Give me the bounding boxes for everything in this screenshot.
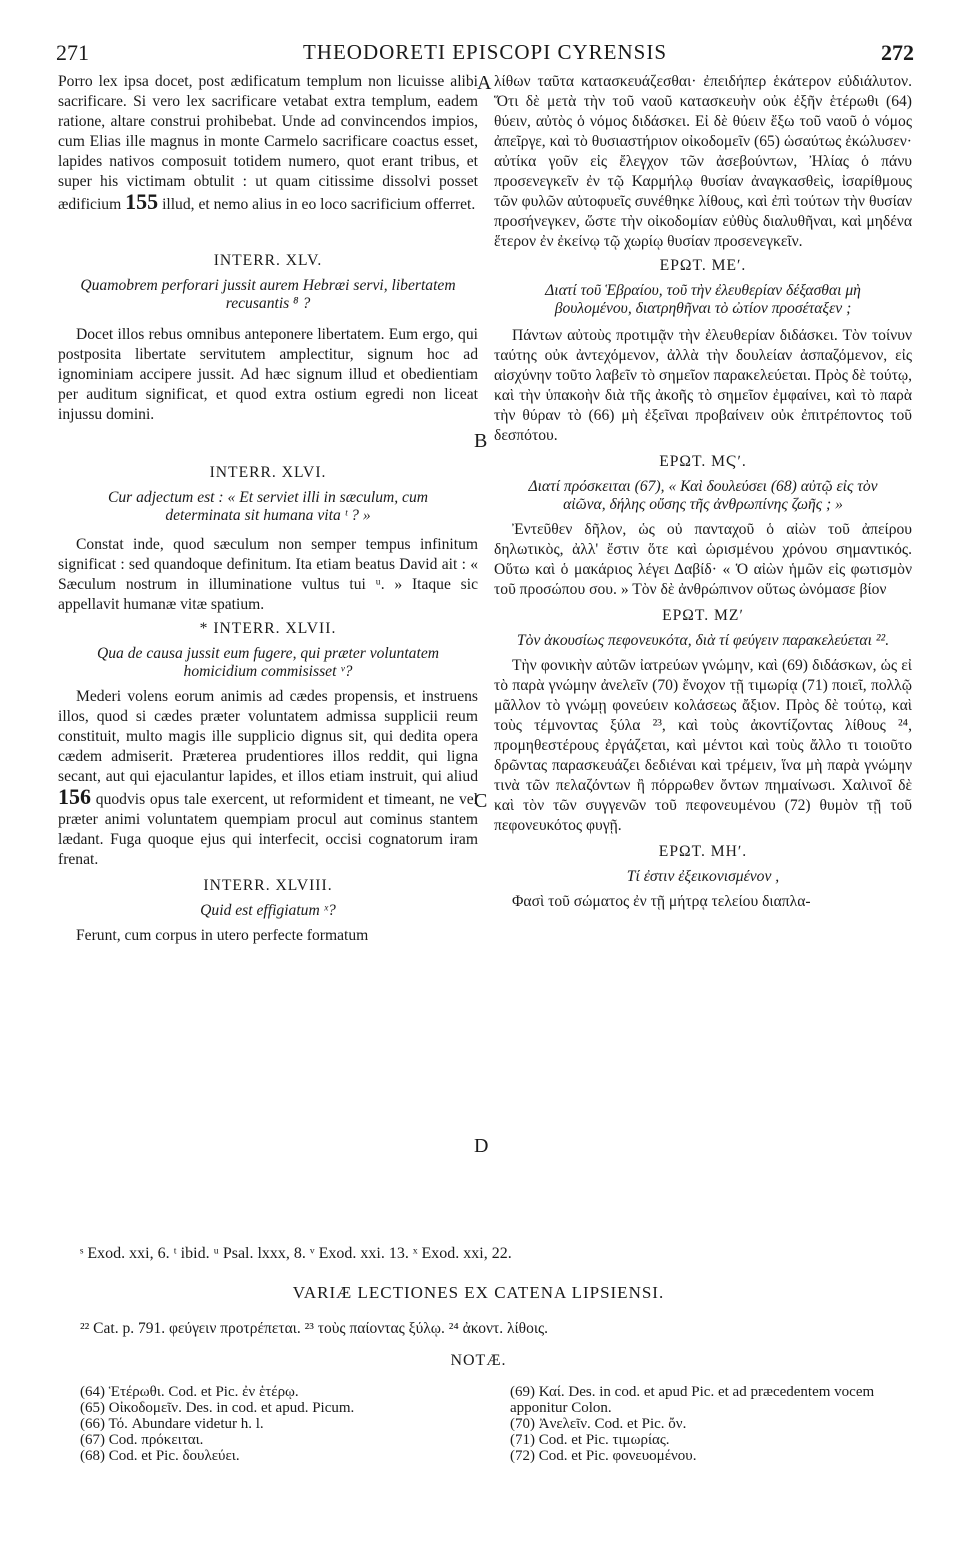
section-question: Τί ἐστιν ἐξεικονισμένον , (626, 868, 780, 885)
latin-paragraph: Ferunt, cum corpus in utero perfecte formatum (76, 927, 369, 944)
section-heading: INTERR. XLVIII. (203, 877, 333, 894)
greek-paragraph: Τὴν φονικὴν αὐτῶν ἰατρεύων γνώμην, καὶ (69) διδάσκων, ὡς εἰ τὸ παρὰ γνώμην ἀνελεῖν (70) ἔνοχον τῇ τιμωρίᾳ (71) ποιεῖ, πολλῷ μᾶλλον τὸ γνώμῃ φονεύειν κολάσεως ἄξιον. Πρὸς δὲ τούτῳ, καὶ τοὺς τέμνοντας ξύλα ²³, καὶ τοὺς ἀκοντίζοντας λίθους ²⁴, προμηθεστέρους ἐργάζεται, καὶ μέντοι καὶ τοὺς ἄλλο τι τοιοῦτο δρῶντας παρασκευάζει δεδιέναι καὶ τρέμειν, ἵνα μὴ παρὰ γνώμην τινὰ τῶν πελαζόντων ἢ πόρρωθεν ὄντων πημαίνωσι. Χαλινοῖ δὲ καὶ τὸν τῶν συγγενῶν τοῦ πεφονευμένου (72) θυμὸν τῇ τοῦ πεφονευκότος φυγῇ. (494, 657, 912, 834)
margin-letter-a: A (477, 72, 492, 94)
notes-left (80, 1384, 480, 1464)
note-item: (68) Cod. et Pic. δουλεύει. (80, 1448, 240, 1464)
section-question: Διατί πρόσκειται (67), « Καὶ δουλεύσει (68) αὐτῷ εἰς τὸν αἰῶνα, δήλης οὔσης τῆς ἀνθρωπίνης ζωῆς ; » (528, 478, 878, 513)
note-item: (70) Ἀνελεῖν. Cod. et Pic. ὄν. (510, 1416, 687, 1432)
latin-column (58, 72, 478, 946)
greek-paragraph: λίθων ταῦτα κατασκευάζεσθαι· ἐπειδήπερ ἑκάτερον εὐδιάλυτον. Ὅτι δὲ μετὰ τὴν τοῦ ναοῦ κατασκευὴν οὐκ ἐξῆν ἑτέρωθι (64) θύειν, αὐτὸς ὁ νόμος διδάσκει. Εἰ δὲ θύειν ἔξω τοῦ ναοῦ ὁ νόμος ἀπεῖργε, καὶ τὸ θυσιαστήριον οἰκοδομεῖν (65) ὡσαύτως ἐκώλυσεν· αὐτίκα γοῦν εἰς ἔλεγχον τῶν ἀσεβούντων, Ἠλίας ὁ πάνυ προσενεγκεῖν ἐν τῷ Καρμήλῳ θυσίαν ἀναγκασθεὶς, ἰσαρίθμους τῶν φυλῶν αὐτοφυεῖς συνέθηκε λίθους, καὶ ἐπὶ τούτων τὴν θυσίαν προσήνεγκεν, ὥστε τὴν οἰκοδομίαν εὐθὺς διαλυθῆναι, καὶ μηδένα ἕτερον ἐν ἐκείνῳ τῷ χωρίῳ θυσίαν προσενεγκεῖν. (494, 73, 912, 250)
scripture-references: ˢ Exod. xxi, 6. ᵗ ibid. ᵘ Psal. lxxx, 8. ᵛ Exod. xxi. 13. ˣ Exod. xxi, 22. (80, 1245, 512, 1262)
latin-paragraph: Mederi volens eorum animis ad cædes propensis, et instruens illos, quod si cædes præter voluntatem admissa supplicii reum constituit, multo magis ille supplicio dignus sit, qui dedita opera cædem admiserit. Præterea prudentiores illos reddit, qui ligna secant, aut qui ejaculantur lapides, et illos etiam instruit, qui aliud 156 quodvis opus tale exercent, ut reformident et timeant, ne vel præter animi voluntatem quempiam procul aut cominus stantem lædant. Fuga quoque ejus qui interfecit, occisi cognatorum iram frenat. (58, 688, 479, 868)
section-heading: INTERR. XLV. (213, 252, 323, 269)
note-item: (66) Τό. Abundare videtur h. l. (80, 1416, 264, 1432)
latin-paragraph: Constat inde, quod sæculum non semper tempus infinitum significat : sed quandoque definitum. Ita etiam beatus David ait : « Sæculum nostrum in illuminatione vultus tui ᵘ. » Itaque sic appellavit humanæ vitæ spatium. (58, 536, 478, 613)
greek-paragraph: Ἐντεῦθεν δῆλον, ὡς οὐ πανταχοῦ ὁ αἰὼν τοῦ ἀπείρου δηλωτικὸς, ἀλλ' ἔστιν ὅτε καὶ ὡρισμένου χρόνου σημαντικός. Οὕτω καὶ ὁ μακάριος λέγει Δαβίδ· « Ὁ αἰὼν ἡμῶν εἰς φωτισμὸν τοῦ προσώπου σου. » Τὸν δὲ ἀνθρώπινον οὕτως ὠνόμασε βίον (494, 521, 912, 598)
section-question: Quid est effigiatum ˣ? (200, 902, 336, 919)
section-heading: ΕΡΩΤ. ΜϚʹ. (659, 453, 747, 470)
variae-lectiones-title: VARIÆ LECTIONES EX CATENA LIPSIENSI. (292, 1283, 665, 1302)
latin-paragraph: Docet illos rebus omnibus anteponere libertatem. Eum ergo, qui postposita libertate servitutem amplectitur, signum hoc ad ignominiam accipere jussit. Ad hæc signum illud et obedientiam per auditum significat, et quod extra ostium egredi non liceat injussu domini. (58, 326, 478, 423)
margin-letter-b: B (474, 430, 488, 452)
notae-title: NOTÆ. (450, 1352, 507, 1369)
column-number: 156 (58, 784, 91, 809)
notes-right (510, 1384, 910, 1464)
section-question: Qua de causa jussit eum fugere, qui præter voluntatem homicidium commisisset ᵛ? (96, 645, 439, 680)
greek-column (494, 72, 912, 912)
section-question: Quamobrem perforari jussit aurem Hebræi servi, libertatem recusantis ⁸ ? (80, 277, 456, 312)
section-heading: ΕΡΩΤ. ΜΖʹ (662, 607, 744, 624)
greek-paragraph: Πάντων αὐτοὺς προτιμᾷν τὴν ἐλευθερίαν διδάσκει. Τὸν τοίνυν ταύτης οὐκ ἀντεχόμενον, ἀλλὰ τὴν δουλείαν ἀσπαζόμενον, εἰς αἰσχύνην τοῦτο λαβεῖν τὸ σημεῖον παρακελεύεται. Πρὸς δὲ τούτῳ, καὶ τὴν ὑπακοὴν διὰ τῆς ἀκοῆς τὸ σημεῖον ἐμφαίνει, καὶ τὸ παρὰ τὴν θύραν τὸ (66) μὴ ἐξεῖναι προβαίνειν οὐκ ἐπιτρέποντος τοῦ δεσπότου. (494, 327, 912, 444)
section-question: Διατί τοῦ Ἑβραίου, τοῦ τὴν ἐλευθερίαν δέξασθαι μὴ βουλομένου, διατρηθῆναι τὸ ὠτίον προσέταξεν ; (545, 282, 861, 317)
column-number: 155 (125, 189, 159, 214)
section-heading: ΕΡΩΤ. ΜΗʹ. (658, 843, 748, 860)
page-number-right: 272 (881, 40, 914, 65)
note-item: (67) Cod. πρόκειται. (80, 1432, 204, 1448)
section-question: Τὸν ἀκουσίως πεφονευκότα, διὰ τί φεύγειν παρακελεύεται ²². (516, 632, 890, 649)
section-heading: * INTERR. XLVII. (199, 620, 337, 637)
section-question: Cur adjectum est : « Et serviet illi in sæculum, cum determinata sit humana vita ᵗ ? » (107, 489, 429, 524)
section-heading: INTERR. XLVI. (209, 464, 327, 481)
variae-lectiones-line: ²² Cat. p. 791. φεύγειν προτρέπεται. ²³ τοὺς παίοντας ξύλῳ. ²⁴ ἀκοντ. λίθοις. (80, 1320, 549, 1337)
note-item: (69) Καί. Des. in cod. et apud Pic. et ad præcedentem vocem apponitur Colon. (510, 1384, 875, 1416)
note-item: (72) Cod. et Pic. φονευομένου. (510, 1448, 697, 1464)
greek-paragraph: Φασὶ τοῦ σώματος ἐν τῇ μήτρᾳ τελείου διαπλα- (512, 893, 811, 910)
margin-letter-d: D (474, 1135, 489, 1157)
section-heading: ΕΡΩΤ. ΜΕʹ. (659, 257, 747, 274)
page-number-left: 271 (56, 40, 89, 65)
page-header (56, 40, 914, 68)
latin-paragraph: Porro lex ipsa docet, post ædificatum templum non licuisse alibi sacrificare. Si vero lex sacrificare vetabat extra templum, eadem ratione, altare construi prohibebat. Unde ad convincendos impios, cum Elias ille magnus in monte Carmelo sacrificare coactus esset, lapides nativos composuit totidem numero, quot erant tribus, et super his victimam obtulit : ut quam citissime dissolvi posset ædificium 155 illud, et nemo alius in eo loco sacrificium offerret. (58, 73, 478, 214)
note-item: (65) Οἰκοδομεῖν. Des. in cod. et apud. Picum. (80, 1400, 355, 1416)
running-title: THEODORETI EPISCOPI CYRENSIS (302, 40, 668, 64)
note-item: (71) Cod. et Pic. τιμωρίας. (510, 1432, 670, 1448)
note-item: (64) Ἑτέρωθι. Cod. et Pic. ἐν ἑτέρῳ. (80, 1384, 299, 1400)
margin-letter-c: C (474, 790, 488, 812)
